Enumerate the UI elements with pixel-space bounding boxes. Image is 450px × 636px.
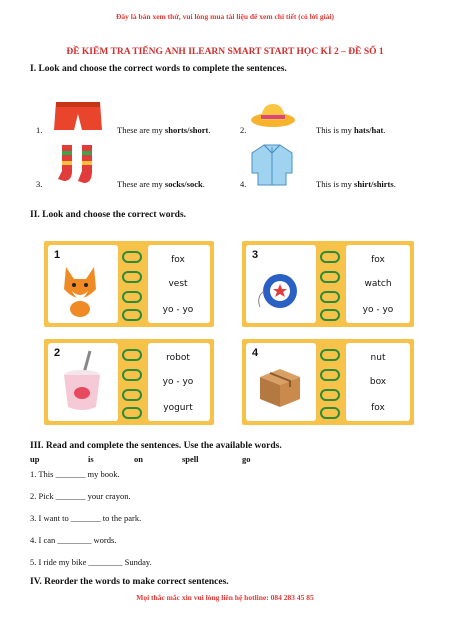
socks-icon [56,143,100,187]
option[interactable]: yo - yo [362,305,394,315]
box-icon [256,363,304,409]
shorts-icon [52,98,104,134]
card-4 [242,339,414,425]
word-up: up [30,454,40,464]
option[interactable]: watch [364,279,392,289]
footer-hotline: Mọi thắc mắc xin vui lòng liên hệ hotline: 084 283 45 85 [136,593,314,602]
fox-icon [58,263,102,317]
shirt-icon [250,143,294,187]
sentence-4: This is my shirt/shirts. [316,179,396,189]
section4-heading: IV. Reorder the words to make correct sentences. [30,577,229,587]
yogurt-icon [60,349,104,415]
card-1 [44,241,214,327]
sentence-blank-3: 3. I want to _______ to the park. [30,513,142,523]
option[interactable]: fox [371,403,385,413]
card-2 [44,339,214,425]
card-3 [242,241,414,327]
item-number: 3. [36,179,43,189]
item-number: 4. [240,179,247,189]
item-number: 2. [240,125,247,135]
sentence-2: This is my hats/hat. [316,125,386,135]
item-number: 1. [36,125,43,135]
word-go: go [242,454,251,464]
option[interactable]: yogurt [163,403,193,413]
sentence-blank-4: 4. I can ________ words. [30,535,117,545]
option[interactable]: robot [166,353,190,363]
word-on: on [134,454,143,464]
option[interactable]: nut [370,353,386,363]
hat-icon [250,100,296,132]
option[interactable]: fox [371,255,385,265]
section1-heading: I. Look and choose the correct words to complete the sentences. [30,64,287,74]
sentence-1: These are my shorts/short. [117,125,211,135]
option[interactable]: fox [171,255,185,265]
option[interactable]: box [369,377,387,387]
word-is: is [88,454,94,464]
sentence-blank-2: 2. Pick _______ your crayon. [30,491,131,501]
card-number: 2 [54,347,61,359]
preview-notice: Đây là bản xem thử, vui lòng mua tài liệu để xem chi tiết (có lời giải) [115,12,335,21]
option[interactable]: yo - yo [162,305,194,315]
section3-heading: III. Read and complete the sentences. Use the available words. [30,441,282,451]
option[interactable]: yo - yo [162,377,194,387]
sentence-blank-1: 1. This _______ my book. [30,469,120,479]
sentence-3: These are my socks/sock. [117,179,205,189]
yoyo-icon [254,267,304,311]
card-number: 3 [252,249,259,261]
card-number: 4 [252,347,259,359]
page-title: ĐỀ KIỂM TRA TIẾNG ANH ILEARN SMART START HỌC KÌ 2 – ĐỀ SỐ 1 [66,47,384,57]
sentence-blank-5: 5. I ride my bike ________ Sunday. [30,557,152,567]
option[interactable]: vest [168,279,188,289]
card-number: 1 [54,249,61,261]
section2-heading: II. Look and choose the correct words. [30,210,187,220]
word-spell: spell [182,454,199,464]
